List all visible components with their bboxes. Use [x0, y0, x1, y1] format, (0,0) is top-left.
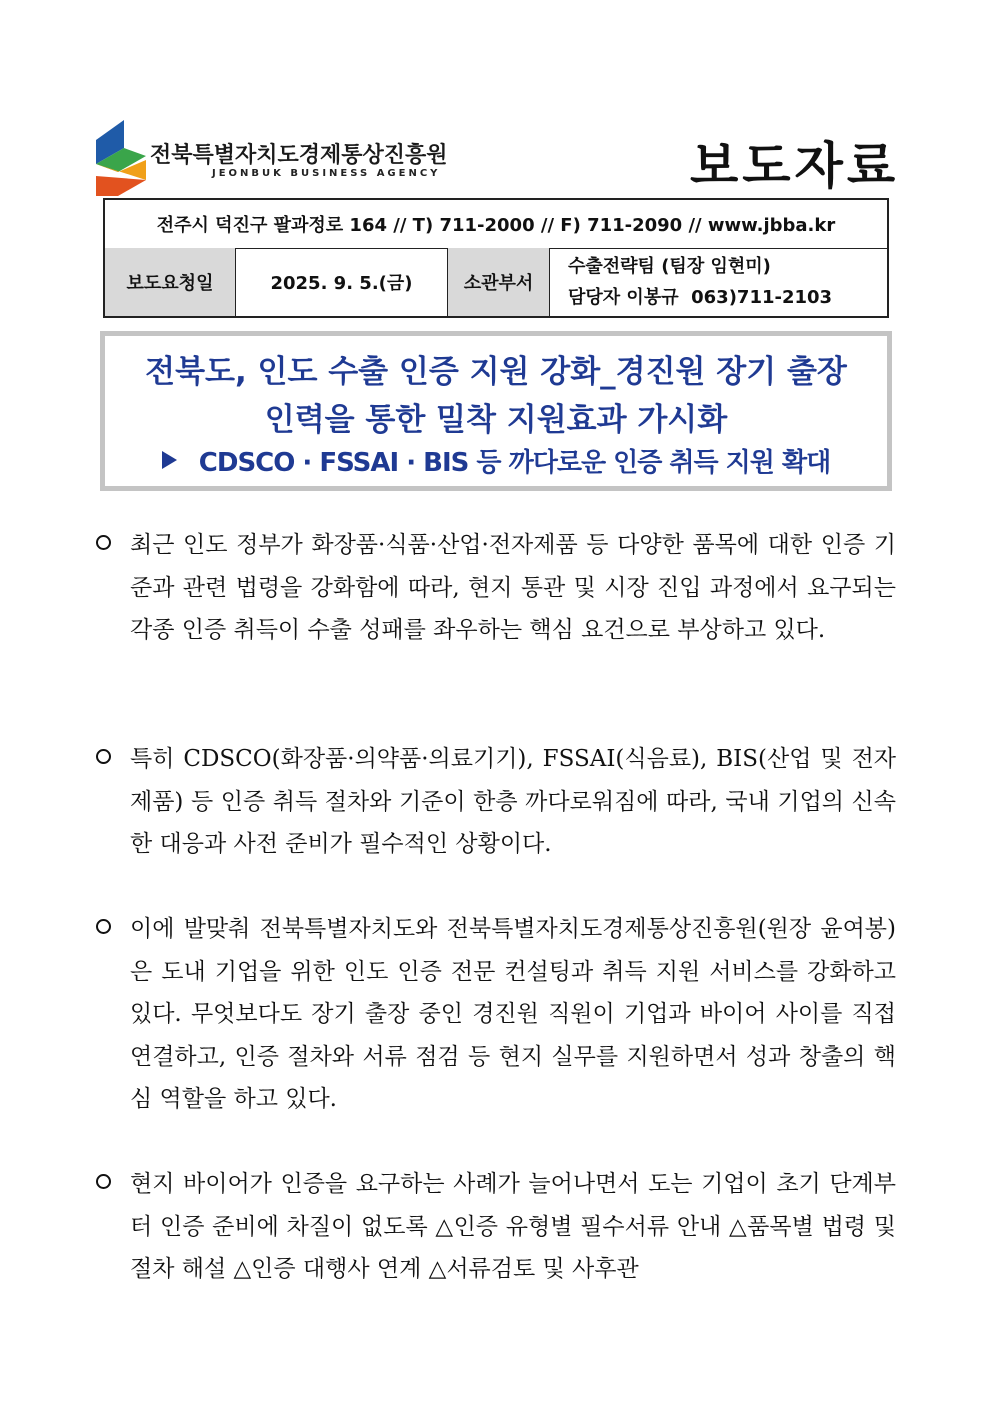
circle-bullet-icon — [96, 1174, 111, 1189]
headline-line-1: 전북도, 인도 수출 인증 지원 강화_경진원 장기 출장 — [145, 354, 847, 390]
paragraph-text: 이에 발맞춰 전북특별자치도와 전북특별자치도경제통상진흥원(원장 윤여봉)은 도내 기업을 위한 인도 인증 전문 컨설팅과 취득 지원 서비스를 강화하고 있다. 무엇보다도 장기 출장 중인 경진원 직원이 기업과 바이어 사이를 직접 연결하고, 인증 절차와 서류 점검 등 현지 실무를 지원하면서 성과 창출의 핵심 역할을 하고 있다. — [130, 916, 896, 1112]
headline-line-2: 인력을 통한 밀착 지원효과 가시화 — [264, 402, 728, 438]
triangle-bullet-icon — [162, 451, 177, 469]
department-info — [550, 248, 887, 316]
body-paragraph — [96, 908, 896, 1121]
circle-bullet-icon — [96, 749, 111, 764]
body-paragraph — [96, 1163, 896, 1291]
organization-name: 전북특별자치도경제통상진흥원 — [150, 143, 448, 168]
organization-name-english: JEONBUK BUSINESS AGENCY — [212, 168, 441, 179]
logo-mark-icon — [96, 120, 146, 196]
body-paragraph — [96, 738, 896, 866]
subheadline — [105, 442, 887, 479]
department-name: 수출전략팀 (팀장 임현미) — [568, 256, 771, 277]
headline-box — [100, 331, 892, 491]
circle-bullet-icon — [96, 535, 111, 550]
request-date: 2025. 9. 5.(금) — [236, 248, 448, 316]
contact-person: 담당자 이봉규 063)711-2103 — [568, 287, 833, 308]
paragraph-text: 최근 인도 정부가 화장품·식품·산업·전자제품 등 다양한 품목에 대한 인증 기준과 관련 법령을 강화함에 따라, 현지 통관 및 시장 진입 과정에서 요구되는 각종 인증 취득이 수출 성패를 좌우하는 핵심 요건으로 부상하고 있다. — [130, 532, 896, 643]
paragraph-text: 현지 바이어가 인증을 요구하는 사례가 늘어나면서 도는 기업이 초기 단계부터 인증 준비에 차질이 없도록 △인증 유형별 필수서류 안내 △품목별 법령 및 절차 해설 △인증 대행사 연계 △서류검토 및 사후관 — [130, 1171, 896, 1282]
contact-line: 전주시 덕진구 팔과정로 164 // T) 711-2000 // F) 711-2090 // www.jbba.kr — [105, 200, 887, 249]
request-date-label: 보도요청일 — [105, 248, 236, 316]
department-label: 소관부서 — [448, 248, 550, 316]
body-paragraph — [96, 524, 896, 652]
circle-bullet-icon — [96, 919, 111, 934]
organization-logo — [96, 120, 516, 196]
press-info-table — [103, 198, 889, 318]
document-type-title: 보도자료 — [690, 137, 900, 195]
paragraph-text: 특히 CDSCO(화장품·의약품·의료기기), FSSAI(식음료), BIS(산업 및 전자제품) 등 인증 취득 절차와 기준이 한층 까다로워짐에 따라, 국내 기업의 신속한 대응과 사전 준비가 필수적인 상황이다. — [130, 746, 896, 857]
subheadline-text: CDSCO · FSSAI · BIS 등 까다로운 인증 취득 지원 확대 — [198, 448, 831, 478]
